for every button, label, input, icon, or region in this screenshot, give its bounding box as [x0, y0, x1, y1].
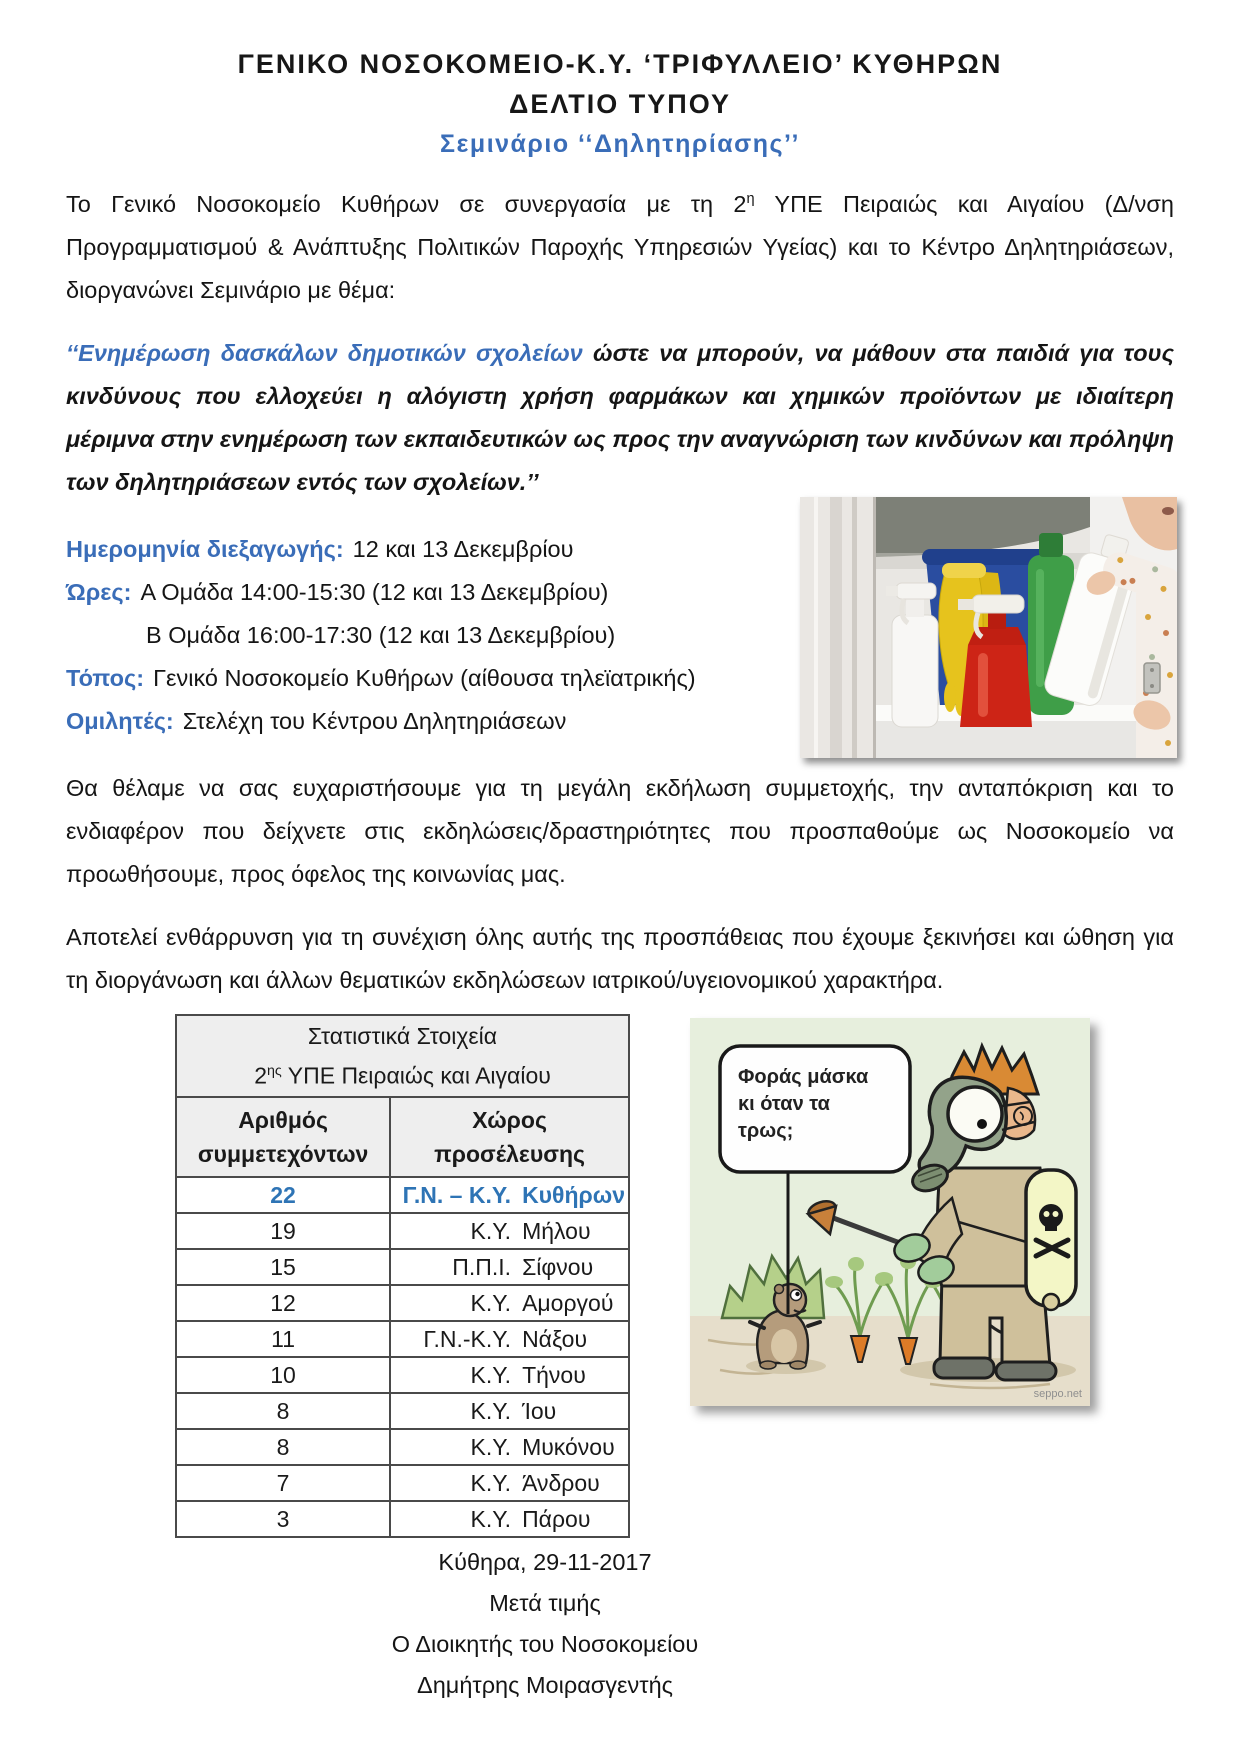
- intro-paragraph: [66, 178, 1174, 312]
- detail-speakers-label: Ομιλητές:: [66, 707, 174, 734]
- cupboard-hinge: [1144, 663, 1160, 693]
- quote-highlighted-part: ‘‘Ενημέρωση δασκάλων δημοτικών σχολείων: [66, 339, 583, 366]
- detail-date-value: 12 και 13 Δεκεμβρίου: [352, 535, 574, 562]
- table-row: 12 Κ.Υ. Αμοργού: [176, 1285, 629, 1321]
- table-row: 19 Κ.Υ. Μήλου: [176, 1213, 629, 1249]
- signature-place-date: Κύθηρα, 29-11-2017: [438, 1548, 652, 1575]
- table-title-cell: [176, 1015, 629, 1097]
- table-row: 8 Κ.Υ. Ίου: [176, 1393, 629, 1429]
- table-row: 8 Κ.Υ. Μυκόνου: [176, 1429, 629, 1465]
- table-title-line1: Στατιστικά Στοιχεία: [307, 1022, 498, 1049]
- cartoon-watermark: seppo.net: [1033, 1387, 1082, 1400]
- table-row: 15 Π.Π.Ι. Σίφνου: [176, 1249, 629, 1285]
- signature-closing: Μετά τιμής: [489, 1589, 601, 1616]
- speech-bubble-text: Φοράς μάσκα κι όταν τα τρως;: [738, 1065, 869, 1142]
- column-header-venue: Χώρος προσέλευσης: [390, 1097, 629, 1177]
- statistics-section: [0, 1014, 1240, 1532]
- detail-hours-a-value: Α Ομάδα 14:00-15:30 (12 και 13 Δεκεμβρίου): [140, 578, 609, 605]
- table-row: 11 Γ.Ν.-Κ.Υ. Νάξου: [176, 1321, 629, 1357]
- table-row: 3 Κ.Υ. Πάρου: [176, 1501, 629, 1537]
- detail-hours-label: Ώρες:: [66, 578, 132, 605]
- cupboard-photo-illustration: [800, 497, 1177, 758]
- poison-tank: [1026, 1170, 1076, 1310]
- cleaning-supplies-cupboard-photo: [800, 497, 1177, 758]
- press-release-title: ΔΕΛΤΙΟ ΤΥΠΟΥ: [509, 89, 731, 119]
- statistics-table: [175, 1014, 630, 1538]
- intro-superscript: η: [746, 191, 755, 207]
- door-frame: [800, 497, 876, 758]
- table-row: 10 Κ.Υ. Τήνου: [176, 1357, 629, 1393]
- signature-block: [0, 1542, 1090, 1706]
- detail-date-label: Ημερομηνία διεξαγωγής:: [66, 535, 344, 562]
- column-header-count: Αριθμός συμμετεχόντων: [176, 1097, 390, 1177]
- hospital-title: ΓΕΝΙΚΟ ΝΟΣΟΚΟΜΕΙΟ-Κ.Υ. ‘ΤΡΙΦΥΛΛΕΙΟ’ ΚΥΘΗΡΩΝ: [237, 49, 1003, 79]
- intro-text-end: ΥΠΕ Πειραιώς και Αιγαίου (Δ/νση Προγραμματισμού & Ανάπτυξης Πολιτικών Παροχής Υπηρεσιών Υγείας) και το Κέντρο Δηλητηριάσεων, διοργανώνει Σεμινάριο με θέμα:: [66, 190, 1174, 303]
- detail-place-value: Γενικό Νοσοκομείο Κυθήρων (αίθουσα τηλεϊατρικής): [153, 664, 696, 691]
- intro-text-start: Το Γενικό Νοσοκομείο Κυθήρων σε συνεργασία με τη 2: [66, 190, 747, 217]
- signature-name: Δημήτρης Μοιρασγεντής: [417, 1671, 673, 1698]
- encouragement-paragraph: Αποτελεί ενθάρρυνση για τη συνέχιση όλης αυτής της προσπάθειας που έχουμε ξεκινήσει και ώθηση για τη διοργάνωση και άλλων θεματικών εκδηλώσεων ιατρικού/υγειονομικού χαρακτήρα.: [66, 923, 1174, 993]
- table-title-line2: $2^{\eta\varsigma}$ ΥΠΕ Πειραιώς και Αιγαίου: [254, 1062, 551, 1089]
- detail-speakers-value: Στελέχη του Κέντρου Δηλητηριάσεων: [182, 707, 567, 734]
- detail-hours-b-value: Β Ομάδα 16:00-17:30 (12 και 13 Δεκεμβρίου): [146, 621, 616, 648]
- table-row: 22 Γ.Ν. – Κ.Υ. Κυθήρων: [176, 1177, 629, 1213]
- detail-place-label: Τόπος:: [66, 664, 145, 691]
- seminar-title: Σεμινάριο ‘‘Δηλητηρίασης’’: [440, 130, 800, 158]
- quote-plain-part: ώστε να μπορούν, να μάθουν στα παιδιά για τους κινδύνους που ελλοχεύει η αλόγιστη χρήση φαρμάκων και χημικών προϊόντων με ιδιαίτερη μέριμνα στην ενημέρωση των εκπαιδευτικών ως προς την αναγνώριση των κινδύνων και πρόληψη των δηλητηριάσεων εντός των σχολείων.’’: [66, 339, 1175, 495]
- document-header: [0, 0, 1240, 164]
- pesticide-sprayer-cartoon: [690, 1018, 1090, 1406]
- seminar-theme-quote: [66, 332, 1174, 504]
- signature-role: Ο Διοικητής του Νοσοκομείου: [391, 1630, 699, 1657]
- thanks-paragraph: Θα θέλαμε να σας ευχαριστήσουμε για τη μεγάλη εκδήλωση συμμετοχής, την ανταπόκριση και το ενδιαφέρον που δείχνετε στις εκδηλώσεις/δραστηριότητες που προσπαθούμε ως Νοσοκομείο να προωθήσουμε, προς όφελος της κοινωνίας μας.: [66, 774, 1174, 887]
- table-row: 7 Κ.Υ. Άνδρου: [176, 1465, 629, 1501]
